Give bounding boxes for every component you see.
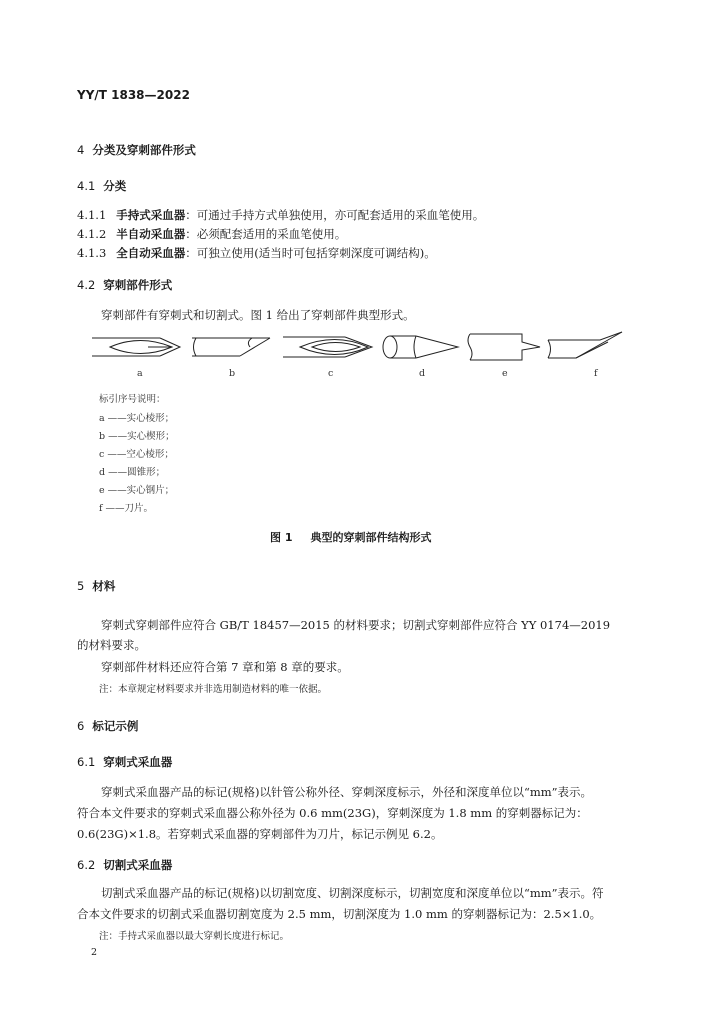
section-5-heading [77,578,115,594]
section-6-2-line-1: 切割式采血器产品的标记(规格)以切割宽度、切割深度标示，切割宽度和深度单位以“mm”表示。符 [101,886,604,900]
figure-letter-f: f [594,368,598,379]
section-title: 穿刺部件形式 [103,278,173,292]
legend-item: a ——实心棱形； [99,413,175,424]
clause-4-1-2 [77,226,346,242]
section-5-paragraph-1-line-2: 的材料要求。 [77,638,146,652]
document-code: YY/T 1838—2022 [77,88,190,102]
needle-a-solid-prism [92,338,180,356]
legend-item: c ——空心棱形； [99,449,174,460]
legend-item: f ——刀片。 [99,503,154,514]
legend-item: d ——圆锥形； [99,467,166,478]
clause-number: 4.1.2 [77,227,107,241]
figure-title: 典型的穿刺部件结构形式 [310,531,432,544]
figure-letter-e: e [502,368,508,379]
section-5-paragraph-1-line-1: 穿刺式穿刺部件应符合 GB/T 18457—2015 的材料要求；切割式穿刺部件应符合 YY 0174—2019 [101,618,611,632]
section-number: 6.1 [77,755,96,769]
needle-e-steel-sheet [468,334,540,360]
section-6-1-line-2: 符合本文件要求的穿刺式采血器公称外径为 0.6 mm(23G)，穿刺深度为 1.8 mm 的穿刺器标记为： [77,806,588,820]
section-title: 材料 [92,579,116,593]
legend-item: b ——实心楔形； [99,431,175,442]
section-6-2-heading [77,857,172,873]
clause-term: 手持式采血器 [116,208,186,222]
section-6-2-note: 注：手持式采血器以最大穿刺长度进行标记。 [99,931,290,942]
section-4-heading [77,142,196,158]
clause-4-1-1 [77,207,484,223]
section-number: 6.2 [77,858,96,872]
section-6-1-heading [77,754,172,770]
figure-letter-b: b [229,368,236,379]
section-6-heading [77,718,138,734]
clause-term: 半自动采血器 [116,227,186,241]
needle-b-solid-wedge [192,338,270,356]
section-5-note: 注：本章规定材料要求并非选用制造材料的唯一依据。 [99,684,328,695]
section-title: 分类及穿刺部件形式 [92,143,196,157]
legend-item: e ——实心钢片； [99,485,175,496]
section-title: 标记示例 [92,719,139,733]
clause-text: ：必须配套适用的采血笔使用。 [185,227,347,241]
needle-d-cone [383,336,458,358]
clause-number: 4.1.3 [77,246,107,260]
section-title: 穿刺式采血器 [103,755,173,769]
section-number: 4.2 [77,278,96,292]
clause-term: 全自动采血器 [116,246,186,260]
section-title: 切割式采血器 [103,858,173,872]
needle-f-blade [548,332,622,358]
section-title: 分类 [103,179,127,193]
legend-title: 标引序号说明： [99,394,166,405]
figure-caption [270,529,431,545]
figure-1-drawings [0,328,724,388]
section-6-2-line-2: 合本文件要求的切割式采血器切割宽度为 2.5 mm，切割深度为 1.0 mm 的穿刺器标记为：2.5×1.0。 [77,907,602,921]
clause-text: ：可通过手持方式单独使用，亦可配套适用的采血笔使用。 [185,208,485,222]
section-number: 5 [77,579,85,593]
section-4-1-heading [77,178,126,194]
section-4-2-paragraph: 穿刺部件有穿刺式和切割式。图 1 给出了穿刺部件典型形式。 [101,308,415,322]
page-number: 2 [91,947,98,958]
figure-letter-c: c [328,368,334,379]
section-6-1-line-3: 0.6(23G)×1.8。若穿刺式采血器的穿刺部件为刀片，标记示例见 6.2。 [77,827,443,841]
section-number: 4.1 [77,179,96,193]
needle-c-hollow-prism [283,337,372,357]
figure-number: 图 1 [270,531,293,544]
section-4-2-heading [77,277,172,293]
section-6-1-line-1: 穿刺式采血器产品的标记(规格)以针管公称外径、穿刺深度标示，外径和深度单位以“mm”表示。 [101,785,593,799]
clause-text: ：可独立使用(适当时可包括穿刺深度可调结构)。 [185,246,436,260]
figure-letter-a: a [137,368,143,379]
section-number: 6 [77,719,85,733]
figure-letter-d: d [419,368,426,379]
clause-4-1-3 [77,245,436,261]
clause-number: 4.1.1 [77,208,107,222]
section-number: 4 [77,143,85,157]
section-5-paragraph-2: 穿刺部件材料还应符合第 7 章和第 8 章的要求。 [101,660,349,674]
